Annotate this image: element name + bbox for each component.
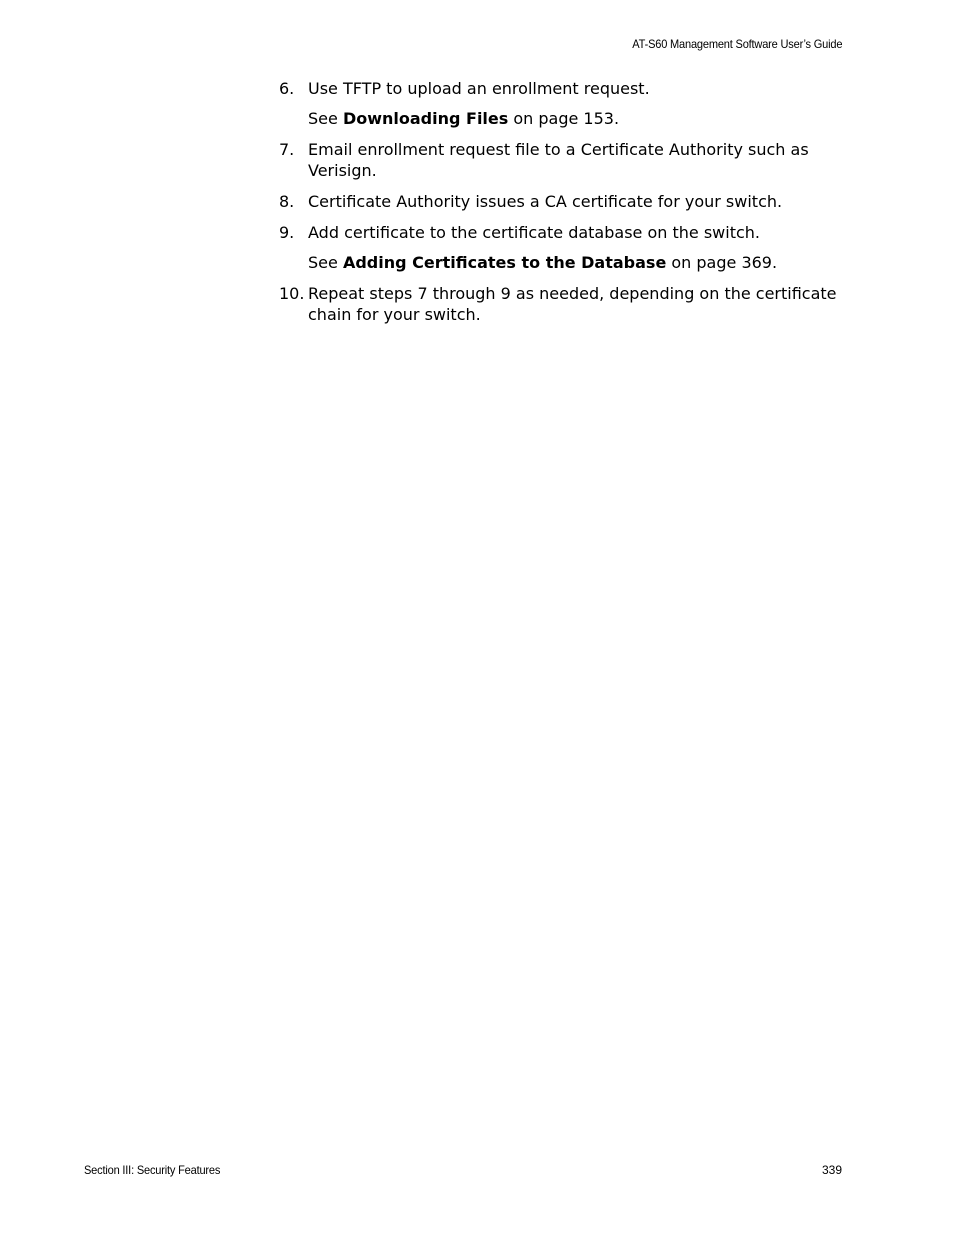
reference-link-adding-certificates[interactable]: Adding Certificates to the Database	[342, 253, 667, 272]
step-number: 10.	[279, 284, 305, 303]
step-8	[279, 191, 839, 212]
reference-link-downloading-files[interactable]: Downloading Files	[342, 109, 509, 128]
step-text: Use TFTP to upload an enrollment request.	[308, 79, 650, 98]
reference-suffix: on page 153.	[508, 109, 620, 128]
step-text: Email enrollment request file to a Certificate Authority such as Verisign.	[308, 140, 809, 180]
step-number: 9.	[279, 223, 295, 242]
step-text: Certificate Authority issues a CA certificate for your switch.	[308, 192, 783, 211]
cross-reference	[308, 252, 839, 273]
reference-prefix: See	[308, 253, 343, 272]
cross-reference	[308, 108, 839, 129]
step-number: 7.	[279, 140, 295, 159]
step-7	[279, 139, 839, 181]
step-text: Repeat steps 7 through 9 as needed, depending on the certificate chain for your switch.	[308, 284, 837, 324]
step-10	[279, 283, 839, 325]
footer-section-title: Section III: Security Features	[84, 1163, 221, 1177]
reference-prefix: See	[308, 109, 343, 128]
procedure-steps	[279, 78, 839, 335]
step-number: 8.	[279, 192, 295, 211]
step-number: 6.	[279, 79, 295, 98]
page-number: 339	[821, 1163, 842, 1177]
step-9	[279, 222, 839, 243]
step-6	[279, 78, 839, 99]
running-header: AT-S60 Management Software User’s Guide	[631, 37, 842, 51]
step-text: Add certificate to the certificate database on the switch.	[308, 223, 760, 242]
reference-suffix: on page 369.	[666, 253, 778, 272]
